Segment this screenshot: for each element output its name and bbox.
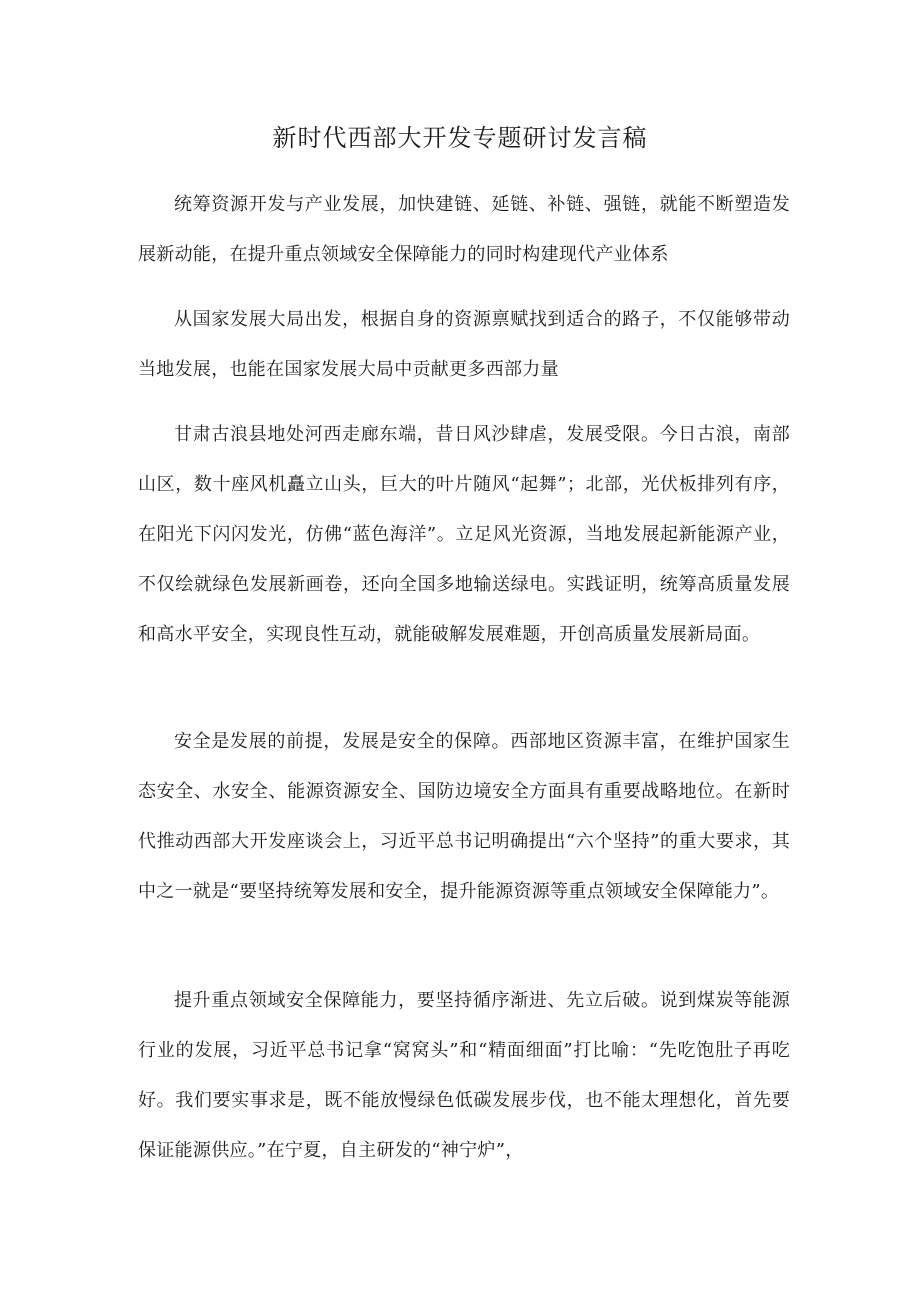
paragraph: 从国家发展大局出发，根据自身的资源禀赋找到适合的路子，不仅能够带动当地发展，也能在国家发展大局中贡献更多西部力量 — [138, 309, 790, 380]
paragraph: 甘肃古浪县地处河西走廊东端，昔日风沙肆虐，发展受限。今日古浪，南部山区，数十座风机矗立山头，巨大的叶片随风“起舞”；北部，光伏板排列有序，在阳光下闪闪发光，仿佛“蓝色海洋”。立足风光资源，当地发展起新能源产业，不仅绘就绿色发展新画卷，还向全国多地输送绿电。实践证明，统筹高质量发展和高水平安全，实现良性互动，就能破解发展难题，开创高质量发展新局面。 — [138, 424, 790, 645]
paragraph: 提升重点领域安全保障能力，要坚持循序渐进、先立后破。说到煤炭等能源行业的发展，习近平总书记拿“窝窝头”和“精面细面”打比喻：“先吃饱肚子再吃好。我们要实事求是，既不能放慢绿色低碳发展步伐，也不能太理想化，首先要保证能源供应。”在宁夏，自主研发的“神宁炉”， — [138, 990, 790, 1161]
document-title: 新时代西部大开发专题研讨发言稿 — [272, 124, 648, 152]
paragraph: 统筹资源开发与产业发展，加快建链、延链、补链、强链，就能不断塑造发展新动能，在提升重点领域安全保障能力的同时构建现代产业体系 — [138, 194, 790, 265]
paragraph: 安全是发展的前提，发展是安全的保障。西部地区资源丰富，在维护国家生态安全、水安全、能源资源安全、国防边境安全方面具有重要战略地位。在新时代推动西部大开发座谈会上，习近平总书记明确提出“六个坚持”的重大要求，其中之一就是“要坚持统筹发展和安全，提升能源资源等重点领域安全保障能力”。 — [138, 731, 790, 902]
